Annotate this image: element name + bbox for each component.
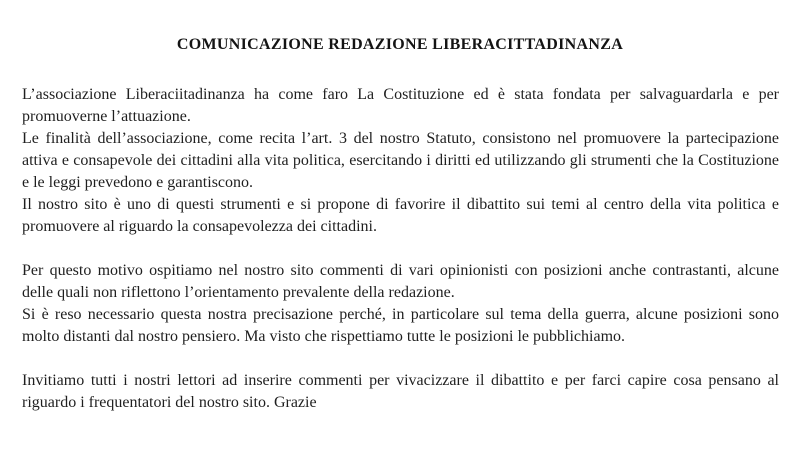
paragraph-block-precisazione — [22, 260, 779, 348]
paragraph-block-invito — [22, 370, 779, 414]
paragraph: Si è reso necessario questa nostra precisazione perché, in particolare sul tema della guerra, alcune posizioni sono molto distanti dal nostro pensiero. Ma visto che rispettiamo tutte le posizioni le pubblichiamo. — [22, 306, 779, 345]
paragraph: Per questo motivo ospitiamo nel nostro sito commenti di vari opinionisti con posizioni anche contrastanti, alcune delle quali non riflettono l’orientamento prevalente della redazione. — [22, 262, 779, 301]
paragraph: L’associazione Liberaciitadinanza ha come faro La Costituzione ed è stata fondata per salvaguardarla e per promuoverne l’attuazione. — [22, 86, 779, 125]
document-title: COMUNICAZIONE REDAZIONE LIBERACITTADINANZA — [176, 36, 624, 53]
paragraph: Le finalità dell’associazione, come recita l’art. 3 del nostro Statuto, consistono nel promuovere la partecipazione attiva e consapevole dei cittadini alla vita politica, esercitando i diritti ed utilizzando gli strumenti che la Costituzione e le leggi prevedono e garantiscono. — [22, 130, 779, 191]
paragraph: Il nostro sito è uno di questi strumenti e si propone di favorire il dibattito sui temi al centro della vita politica e promuovere al riguardo la consapevolezza dei cittadini. — [22, 196, 779, 235]
document-body — [22, 84, 779, 414]
paragraph: Invitiamo tutti i nostri lettori ad inserire commenti per vivacizzare il dibattito e per farci capire cosa pensano al riguardo i frequentatori del nostro sito. Grazie — [22, 372, 779, 411]
paragraph-block-intro — [22, 84, 779, 238]
